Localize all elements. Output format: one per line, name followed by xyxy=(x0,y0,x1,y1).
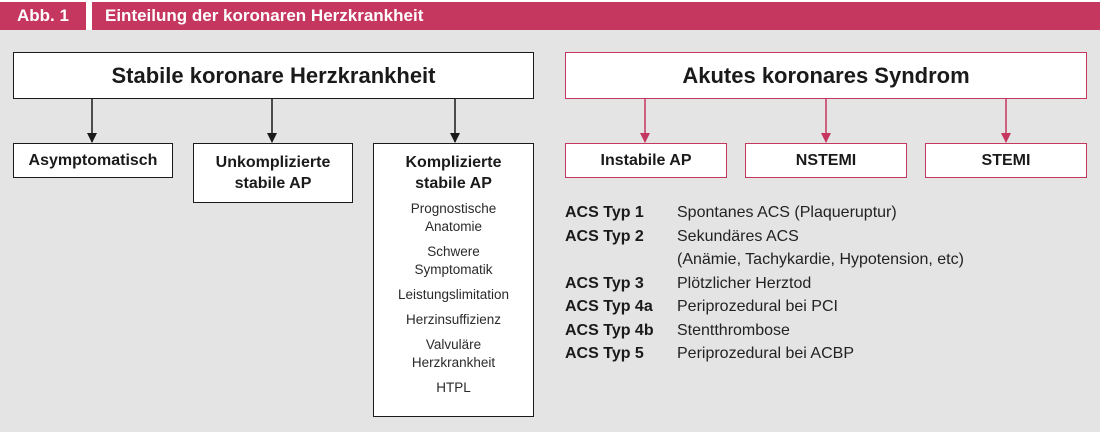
figure-title: Einteilung der koronaren Herzkrankheit xyxy=(92,2,1100,30)
list-item xyxy=(374,200,533,236)
complicated-title-line-1: Komplizierte xyxy=(405,154,502,171)
acs-type-desc: Sekundäres ACS xyxy=(677,227,799,245)
acs-type-name xyxy=(565,248,677,272)
list-item xyxy=(565,272,964,296)
acs-type-desc: Periprozedural bei PCI xyxy=(677,298,838,315)
acs-type-name: ACS Typ 1 xyxy=(565,204,644,221)
acs-type-name: ACS Typ 3 xyxy=(565,274,644,292)
acs-type-desc: Spontanes ACS (Plaqueruptur) xyxy=(677,204,897,221)
acs-type-name: ACS Typ 5 xyxy=(565,345,644,362)
list-item xyxy=(565,319,964,343)
complicated-ap-title xyxy=(374,152,533,194)
unstable-ap-box: Instabile AP xyxy=(565,143,727,178)
list-item xyxy=(374,336,533,372)
item-line: Anatomie xyxy=(424,219,483,234)
acs-type-list xyxy=(565,201,964,366)
list-item xyxy=(374,379,533,397)
item-line: Schwere xyxy=(427,244,480,259)
item-line: Prognostische xyxy=(410,201,497,216)
item-line: Herzkrankheit xyxy=(411,355,496,370)
item-line: Valvuläre xyxy=(425,337,482,352)
nstemi-box: NSTEMI xyxy=(745,143,907,178)
item-line: Leistungslimitation xyxy=(397,287,510,302)
complication-criteria-list xyxy=(374,200,533,397)
stemi-box: STEMI xyxy=(925,143,1087,178)
list-item xyxy=(374,311,533,329)
uncomplicated-ap-box xyxy=(193,143,353,203)
left-arrows xyxy=(92,99,455,142)
acs-type-desc: (Anämie, Tachykardie, Hypotension, etc) xyxy=(677,251,964,268)
list-item xyxy=(374,243,533,279)
list-item xyxy=(374,286,533,304)
asymptomatic-box: Asymptomatisch xyxy=(13,143,173,178)
acs-type-desc: Periprozedural bei ACBP xyxy=(677,345,854,362)
uncomplicated-line-2: stabile AP xyxy=(234,175,312,192)
list-item xyxy=(565,295,964,319)
stable-chd-box: Stabile koronare Herzkrankheit xyxy=(13,52,534,99)
item-line: Herzinsuffizienz xyxy=(405,312,502,327)
item-line: HTPL xyxy=(436,380,471,395)
acs-type-desc: Plötzlicher Herztod xyxy=(677,274,812,292)
acs-type-name: ACS Typ 4a xyxy=(565,298,653,315)
figure-label: Abb. 1 xyxy=(0,2,86,30)
list-item xyxy=(565,342,964,366)
acs-type-desc: Stentthrombose xyxy=(677,321,790,339)
list-item xyxy=(565,248,964,272)
uncomplicated-line-1: Unkomplizierte xyxy=(215,154,331,171)
right-arrows xyxy=(645,99,1006,142)
item-line: Symptomatik xyxy=(414,262,493,277)
complicated-title-line-2: stabile AP xyxy=(415,175,492,192)
list-item xyxy=(565,201,964,225)
acs-box: Akutes koronares Syndrom xyxy=(565,52,1087,99)
list-item xyxy=(565,225,964,249)
complicated-ap-box xyxy=(373,143,534,417)
acs-type-name: ACS Typ 2 xyxy=(565,227,644,245)
acs-type-name: ACS Typ 4b xyxy=(565,321,654,339)
